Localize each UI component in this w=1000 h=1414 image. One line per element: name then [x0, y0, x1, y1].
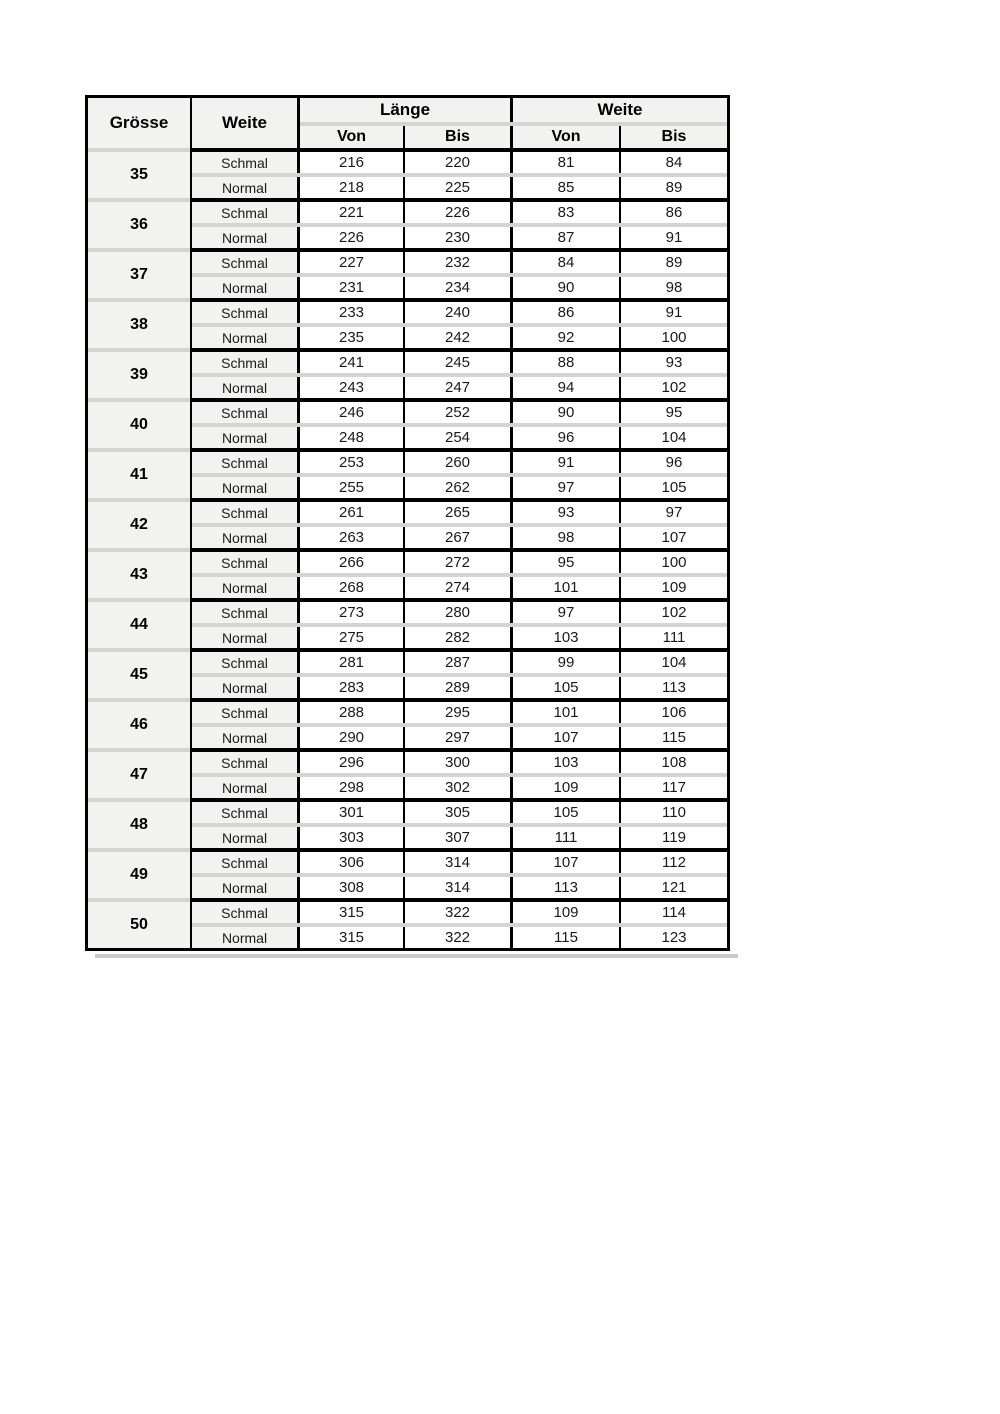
laenge-von-cell: 308 [300, 877, 405, 898]
width-type-cell: Normal [192, 177, 300, 198]
data-row [192, 777, 727, 798]
laenge-von-cell: 315 [300, 927, 405, 948]
width-type-cell: Normal [192, 777, 300, 798]
header-weite-von: Von [513, 126, 621, 148]
data-row [192, 377, 727, 398]
data-row [192, 677, 727, 698]
laenge-von-cell: 273 [300, 602, 405, 623]
size-group [88, 752, 727, 798]
size-group-rows [192, 802, 727, 848]
width-type-cell: Normal [192, 827, 300, 848]
size-cell: 48 [88, 802, 192, 848]
header-laenge-von: Von [300, 126, 405, 148]
laenge-bis-cell: 314 [405, 852, 513, 873]
width-type-cell: Schmal [192, 802, 300, 823]
weite-von-cell: 107 [513, 852, 621, 873]
width-type-cell: Normal [192, 477, 300, 498]
data-row [192, 327, 727, 348]
size-cell: 47 [88, 752, 192, 798]
laenge-von-cell: 253 [300, 452, 405, 473]
header-weite: Weite [192, 98, 300, 148]
weite-von-cell: 109 [513, 902, 621, 923]
laenge-von-cell: 290 [300, 727, 405, 748]
data-row [192, 552, 727, 573]
size-group [88, 602, 727, 648]
data-row [192, 577, 727, 598]
weite-von-cell: 94 [513, 377, 621, 398]
laenge-bis-cell: 302 [405, 777, 513, 798]
laenge-bis-cell: 226 [405, 202, 513, 223]
size-group-rows [192, 152, 727, 198]
weite-bis-cell: 89 [621, 177, 727, 198]
width-type-cell: Normal [192, 727, 300, 748]
data-row [192, 752, 727, 773]
width-type-cell: Schmal [192, 352, 300, 373]
size-group-rows [192, 702, 727, 748]
weite-von-cell: 105 [513, 802, 621, 823]
weite-bis-cell: 91 [621, 302, 727, 323]
data-row [192, 602, 727, 623]
weite-bis-cell: 100 [621, 552, 727, 573]
size-group [88, 152, 727, 198]
weite-bis-cell: 84 [621, 152, 727, 173]
weite-von-cell: 113 [513, 877, 621, 898]
laenge-von-cell: 315 [300, 902, 405, 923]
laenge-bis-cell: 267 [405, 527, 513, 548]
laenge-von-cell: 246 [300, 402, 405, 423]
laenge-bis-cell: 242 [405, 327, 513, 348]
weite-von-cell: 103 [513, 752, 621, 773]
width-type-cell: Normal [192, 527, 300, 548]
laenge-bis-cell: 289 [405, 677, 513, 698]
weite-bis-cell: 106 [621, 702, 727, 723]
size-group [88, 702, 727, 748]
width-type-cell: Schmal [192, 202, 300, 223]
data-row [192, 827, 727, 848]
laenge-von-cell: 281 [300, 652, 405, 673]
width-type-cell: Normal [192, 577, 300, 598]
data-row [192, 427, 727, 448]
width-type-cell: Normal [192, 277, 300, 298]
laenge-bis-cell: 220 [405, 152, 513, 173]
laenge-von-cell: 233 [300, 302, 405, 323]
size-group [88, 652, 727, 698]
width-type-cell: Normal [192, 427, 300, 448]
laenge-bis-cell: 272 [405, 552, 513, 573]
weite-bis-cell: 89 [621, 252, 727, 273]
width-type-cell: Schmal [192, 652, 300, 673]
size-cell: 40 [88, 402, 192, 448]
weite-bis-cell: 110 [621, 802, 727, 823]
weite-von-cell: 111 [513, 827, 621, 848]
width-type-cell: Schmal [192, 852, 300, 873]
weite-bis-cell: 123 [621, 927, 727, 948]
size-cell: 44 [88, 602, 192, 648]
table-body [88, 148, 727, 948]
laenge-bis-cell: 300 [405, 752, 513, 773]
laenge-bis-cell: 307 [405, 827, 513, 848]
size-group-rows [192, 652, 727, 698]
size-group [88, 252, 727, 298]
size-group-rows [192, 752, 727, 798]
data-row [192, 177, 727, 198]
weite-bis-cell: 119 [621, 827, 727, 848]
size-group-rows [192, 902, 727, 948]
laenge-von-cell: 303 [300, 827, 405, 848]
laenge-bis-cell: 314 [405, 877, 513, 898]
laenge-von-cell: 301 [300, 802, 405, 823]
laenge-von-cell: 241 [300, 352, 405, 373]
weite-von-cell: 90 [513, 402, 621, 423]
data-row [192, 277, 727, 298]
weite-bis-cell: 115 [621, 727, 727, 748]
weite-von-cell: 88 [513, 352, 621, 373]
size-cell: 43 [88, 552, 192, 598]
size-group [88, 502, 727, 548]
laenge-bis-cell: 274 [405, 577, 513, 598]
size-group [88, 452, 727, 498]
weite-bis-cell: 109 [621, 577, 727, 598]
size-group-rows [192, 852, 727, 898]
data-row [192, 502, 727, 523]
weite-bis-cell: 86 [621, 202, 727, 223]
width-type-cell: Schmal [192, 752, 300, 773]
width-type-cell: Schmal [192, 252, 300, 273]
laenge-von-cell: 221 [300, 202, 405, 223]
width-type-cell: Schmal [192, 152, 300, 173]
laenge-von-cell: 218 [300, 177, 405, 198]
data-row [192, 152, 727, 173]
weite-bis-cell: 105 [621, 477, 727, 498]
width-type-cell: Normal [192, 927, 300, 948]
weite-bis-cell: 104 [621, 427, 727, 448]
laenge-von-cell: 243 [300, 377, 405, 398]
data-row [192, 302, 727, 323]
weite-von-cell: 115 [513, 927, 621, 948]
weite-von-cell: 103 [513, 627, 621, 648]
width-type-cell: Normal [192, 377, 300, 398]
weite-bis-cell: 114 [621, 902, 727, 923]
size-group-rows [192, 402, 727, 448]
size-group [88, 802, 727, 848]
weite-von-cell: 84 [513, 252, 621, 273]
size-group-rows [192, 452, 727, 498]
size-cell: 46 [88, 702, 192, 748]
laenge-bis-cell: 232 [405, 252, 513, 273]
laenge-von-cell: 231 [300, 277, 405, 298]
laenge-bis-cell: 322 [405, 902, 513, 923]
data-row [192, 252, 727, 273]
laenge-von-cell: 298 [300, 777, 405, 798]
width-type-cell: Schmal [192, 602, 300, 623]
weite-von-cell: 109 [513, 777, 621, 798]
laenge-bis-cell: 260 [405, 452, 513, 473]
data-row [192, 352, 727, 373]
weite-bis-cell: 108 [621, 752, 727, 773]
size-cell: 39 [88, 352, 192, 398]
weite-von-cell: 83 [513, 202, 621, 223]
size-cell: 38 [88, 302, 192, 348]
laenge-bis-cell: 322 [405, 927, 513, 948]
width-type-cell: Schmal [192, 302, 300, 323]
size-chart-table [85, 95, 730, 951]
laenge-bis-cell: 282 [405, 627, 513, 648]
weite-von-cell: 81 [513, 152, 621, 173]
weite-bis-cell: 96 [621, 452, 727, 473]
data-row [192, 727, 727, 748]
size-group-rows [192, 302, 727, 348]
table-drop-shadow [95, 954, 738, 958]
data-row [192, 852, 727, 873]
weite-bis-cell: 117 [621, 777, 727, 798]
weite-bis-cell: 95 [621, 402, 727, 423]
header-groesse: Grösse [88, 98, 192, 148]
width-type-cell: Schmal [192, 702, 300, 723]
weite-bis-cell: 91 [621, 227, 727, 248]
laenge-von-cell: 263 [300, 527, 405, 548]
data-row [192, 527, 727, 548]
size-group-rows [192, 352, 727, 398]
size-cell: 35 [88, 152, 192, 198]
laenge-bis-cell: 265 [405, 502, 513, 523]
weite-bis-cell: 107 [621, 527, 727, 548]
weite-von-cell: 85 [513, 177, 621, 198]
data-row [192, 652, 727, 673]
size-cell: 37 [88, 252, 192, 298]
weite-von-cell: 99 [513, 652, 621, 673]
size-group [88, 852, 727, 898]
weite-bis-cell: 104 [621, 652, 727, 673]
weite-von-cell: 97 [513, 477, 621, 498]
data-row [192, 927, 727, 948]
weite-von-cell: 98 [513, 527, 621, 548]
size-group-rows [192, 602, 727, 648]
laenge-von-cell: 275 [300, 627, 405, 648]
weite-von-cell: 93 [513, 502, 621, 523]
size-cell: 42 [88, 502, 192, 548]
data-row [192, 452, 727, 473]
weite-von-cell: 92 [513, 327, 621, 348]
laenge-von-cell: 226 [300, 227, 405, 248]
size-cell: 45 [88, 652, 192, 698]
data-row [192, 477, 727, 498]
weite-bis-cell: 97 [621, 502, 727, 523]
width-type-cell: Schmal [192, 452, 300, 473]
laenge-von-cell: 266 [300, 552, 405, 573]
weite-bis-cell: 111 [621, 627, 727, 648]
size-group [88, 402, 727, 448]
weite-von-cell: 97 [513, 602, 621, 623]
weite-von-cell: 87 [513, 227, 621, 248]
laenge-von-cell: 283 [300, 677, 405, 698]
weite-bis-cell: 112 [621, 852, 727, 873]
header-weite-group: Weite [513, 98, 727, 122]
size-group [88, 302, 727, 348]
size-group-rows [192, 552, 727, 598]
weite-von-cell: 91 [513, 452, 621, 473]
laenge-von-cell: 235 [300, 327, 405, 348]
laenge-von-cell: 296 [300, 752, 405, 773]
size-cell: 36 [88, 202, 192, 248]
weite-von-cell: 105 [513, 677, 621, 698]
width-type-cell: Normal [192, 327, 300, 348]
weite-bis-cell: 102 [621, 377, 727, 398]
laenge-von-cell: 255 [300, 477, 405, 498]
weite-bis-cell: 93 [621, 352, 727, 373]
size-cell: 50 [88, 902, 192, 948]
laenge-bis-cell: 252 [405, 402, 513, 423]
laenge-von-cell: 227 [300, 252, 405, 273]
weite-von-cell: 101 [513, 577, 621, 598]
laenge-bis-cell: 305 [405, 802, 513, 823]
data-row [192, 902, 727, 923]
data-row [192, 402, 727, 423]
width-type-cell: Schmal [192, 502, 300, 523]
data-row [192, 627, 727, 648]
size-group-rows [192, 202, 727, 248]
laenge-bis-cell: 287 [405, 652, 513, 673]
weite-bis-cell: 100 [621, 327, 727, 348]
laenge-bis-cell: 262 [405, 477, 513, 498]
weite-von-cell: 95 [513, 552, 621, 573]
size-group [88, 552, 727, 598]
header-weite-bis: Bis [621, 126, 727, 148]
weite-bis-cell: 102 [621, 602, 727, 623]
data-row [192, 202, 727, 223]
laenge-bis-cell: 234 [405, 277, 513, 298]
data-row [192, 877, 727, 898]
laenge-von-cell: 216 [300, 152, 405, 173]
weite-von-cell: 96 [513, 427, 621, 448]
width-type-cell: Schmal [192, 552, 300, 573]
weite-von-cell: 107 [513, 727, 621, 748]
weite-bis-cell: 98 [621, 277, 727, 298]
laenge-bis-cell: 225 [405, 177, 513, 198]
size-group-rows [192, 252, 727, 298]
size-group [88, 902, 727, 948]
table-header [88, 98, 727, 148]
laenge-von-cell: 268 [300, 577, 405, 598]
laenge-bis-cell: 280 [405, 602, 513, 623]
size-group [88, 352, 727, 398]
size-group-rows [192, 502, 727, 548]
header-laenge-bis: Bis [405, 126, 513, 148]
data-row [192, 702, 727, 723]
laenge-von-cell: 306 [300, 852, 405, 873]
laenge-von-cell: 288 [300, 702, 405, 723]
width-type-cell: Normal [192, 677, 300, 698]
laenge-bis-cell: 240 [405, 302, 513, 323]
laenge-von-cell: 248 [300, 427, 405, 448]
laenge-bis-cell: 295 [405, 702, 513, 723]
laenge-bis-cell: 230 [405, 227, 513, 248]
weite-bis-cell: 113 [621, 677, 727, 698]
width-type-cell: Normal [192, 877, 300, 898]
width-type-cell: Normal [192, 627, 300, 648]
width-type-cell: Normal [192, 227, 300, 248]
header-laenge-group: Länge [300, 98, 513, 122]
data-row [192, 227, 727, 248]
laenge-bis-cell: 297 [405, 727, 513, 748]
weite-bis-cell: 121 [621, 877, 727, 898]
width-type-cell: Schmal [192, 402, 300, 423]
size-cell: 49 [88, 852, 192, 898]
data-row [192, 802, 727, 823]
width-type-cell: Schmal [192, 902, 300, 923]
laenge-von-cell: 261 [300, 502, 405, 523]
size-cell: 41 [88, 452, 192, 498]
size-group [88, 202, 727, 248]
weite-von-cell: 86 [513, 302, 621, 323]
laenge-bis-cell: 254 [405, 427, 513, 448]
laenge-bis-cell: 247 [405, 377, 513, 398]
weite-von-cell: 101 [513, 702, 621, 723]
laenge-bis-cell: 245 [405, 352, 513, 373]
weite-von-cell: 90 [513, 277, 621, 298]
